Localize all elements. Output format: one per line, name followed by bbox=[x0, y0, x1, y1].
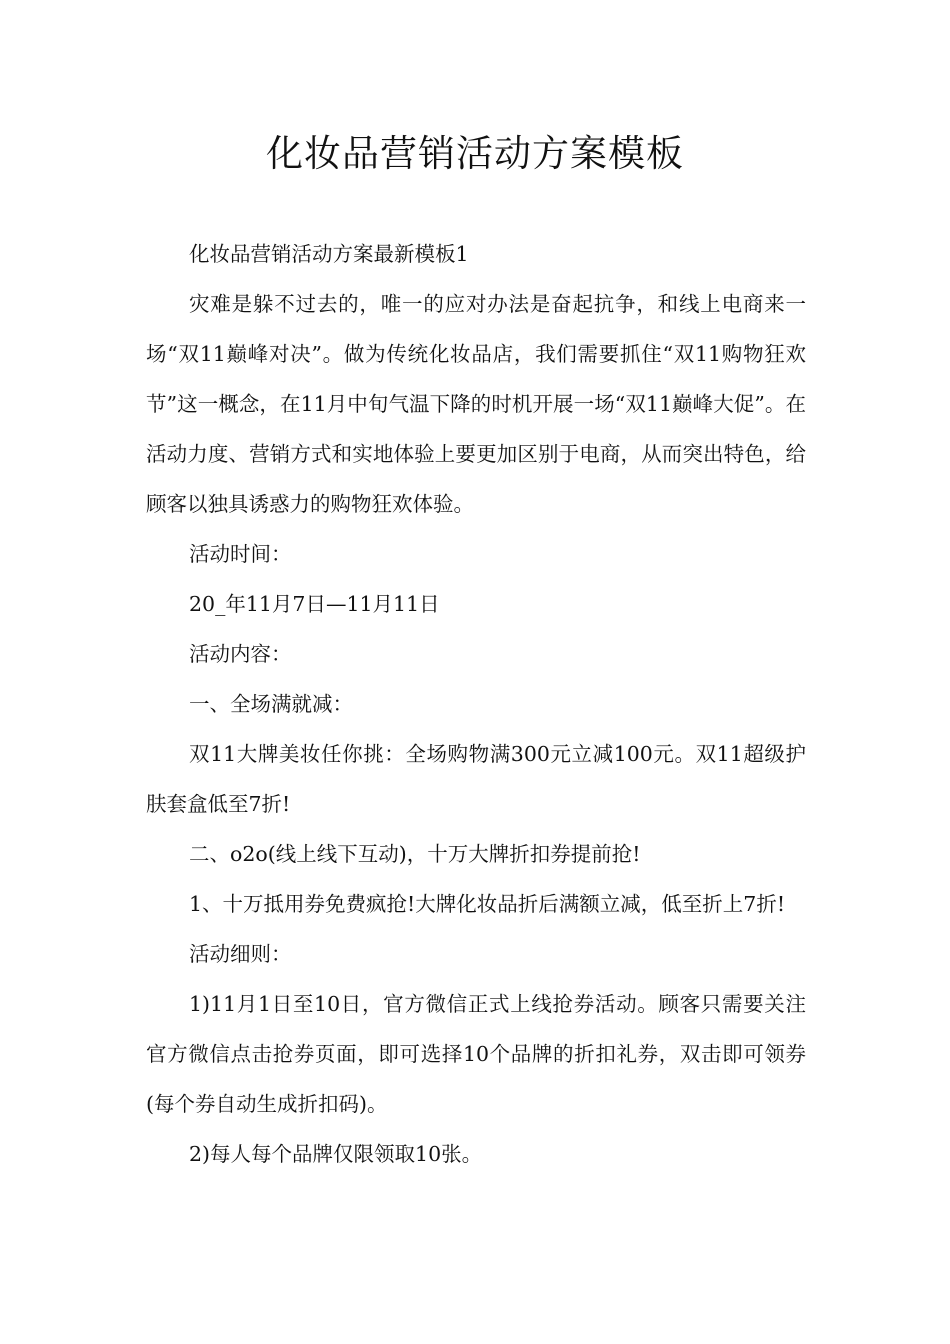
paragraph-rule-2: 2)每人每个品牌仅限领取10张。 bbox=[189, 1142, 483, 1166]
paragraph-section-2-item-1: 1、十万抵用券免费疯抢!大牌化妆品折后满额立减，低至折上7折! bbox=[189, 892, 786, 916]
paragraph-activity-time-label: 活动时间： bbox=[189, 542, 292, 566]
paragraph-subtitle: 化妆品营销活动方案最新模板1 bbox=[189, 242, 469, 266]
paragraph-rules-label: 活动细则： bbox=[189, 942, 292, 966]
document-title: 化妆品营销活动方案模板 bbox=[266, 132, 684, 175]
paragraph-activity-content-label: 活动内容： bbox=[189, 642, 292, 666]
paragraph-section-2-heading: 二、o2o(线上线下互动)，十万大牌折扣券提前抢! bbox=[189, 842, 641, 866]
paragraph-activity-time-value: 20_年11月7日—11月11日 bbox=[189, 592, 440, 616]
paragraph-rule-1: 1)11月1日至10日，官方微信正式上线抢券活动。顾客只需要关注官方微信点击抢券页面，即可选择10个品牌的折扣礼券，双击即可领券(每个券自动生成折扣码)。 bbox=[146, 992, 806, 1116]
paragraph-intro: 灾难是躲不过去的，唯一的应对办法是奋起抗争，和线上电商来一场“双11巅峰对决”。做为传统化妆品店，我们需要抓住“双11购物狂欢节”这一概念，在11月中旬气温下降的时机开展一场“双11巅峰大促”。在活动力度、营销方式和实地体验上要更加区别于电商，从而突出特色，给顾客以独具诱惑力的购物狂欢体验。 bbox=[146, 292, 806, 516]
document-body bbox=[146, 229, 806, 1179]
paragraph-section-1-heading: 一、全场满就减： bbox=[189, 692, 353, 716]
paragraph-section-1-body: 双11大牌美妆任你挑：全场购物满300元立减100元。双11超级护肤套盒低至7折! bbox=[146, 742, 806, 816]
